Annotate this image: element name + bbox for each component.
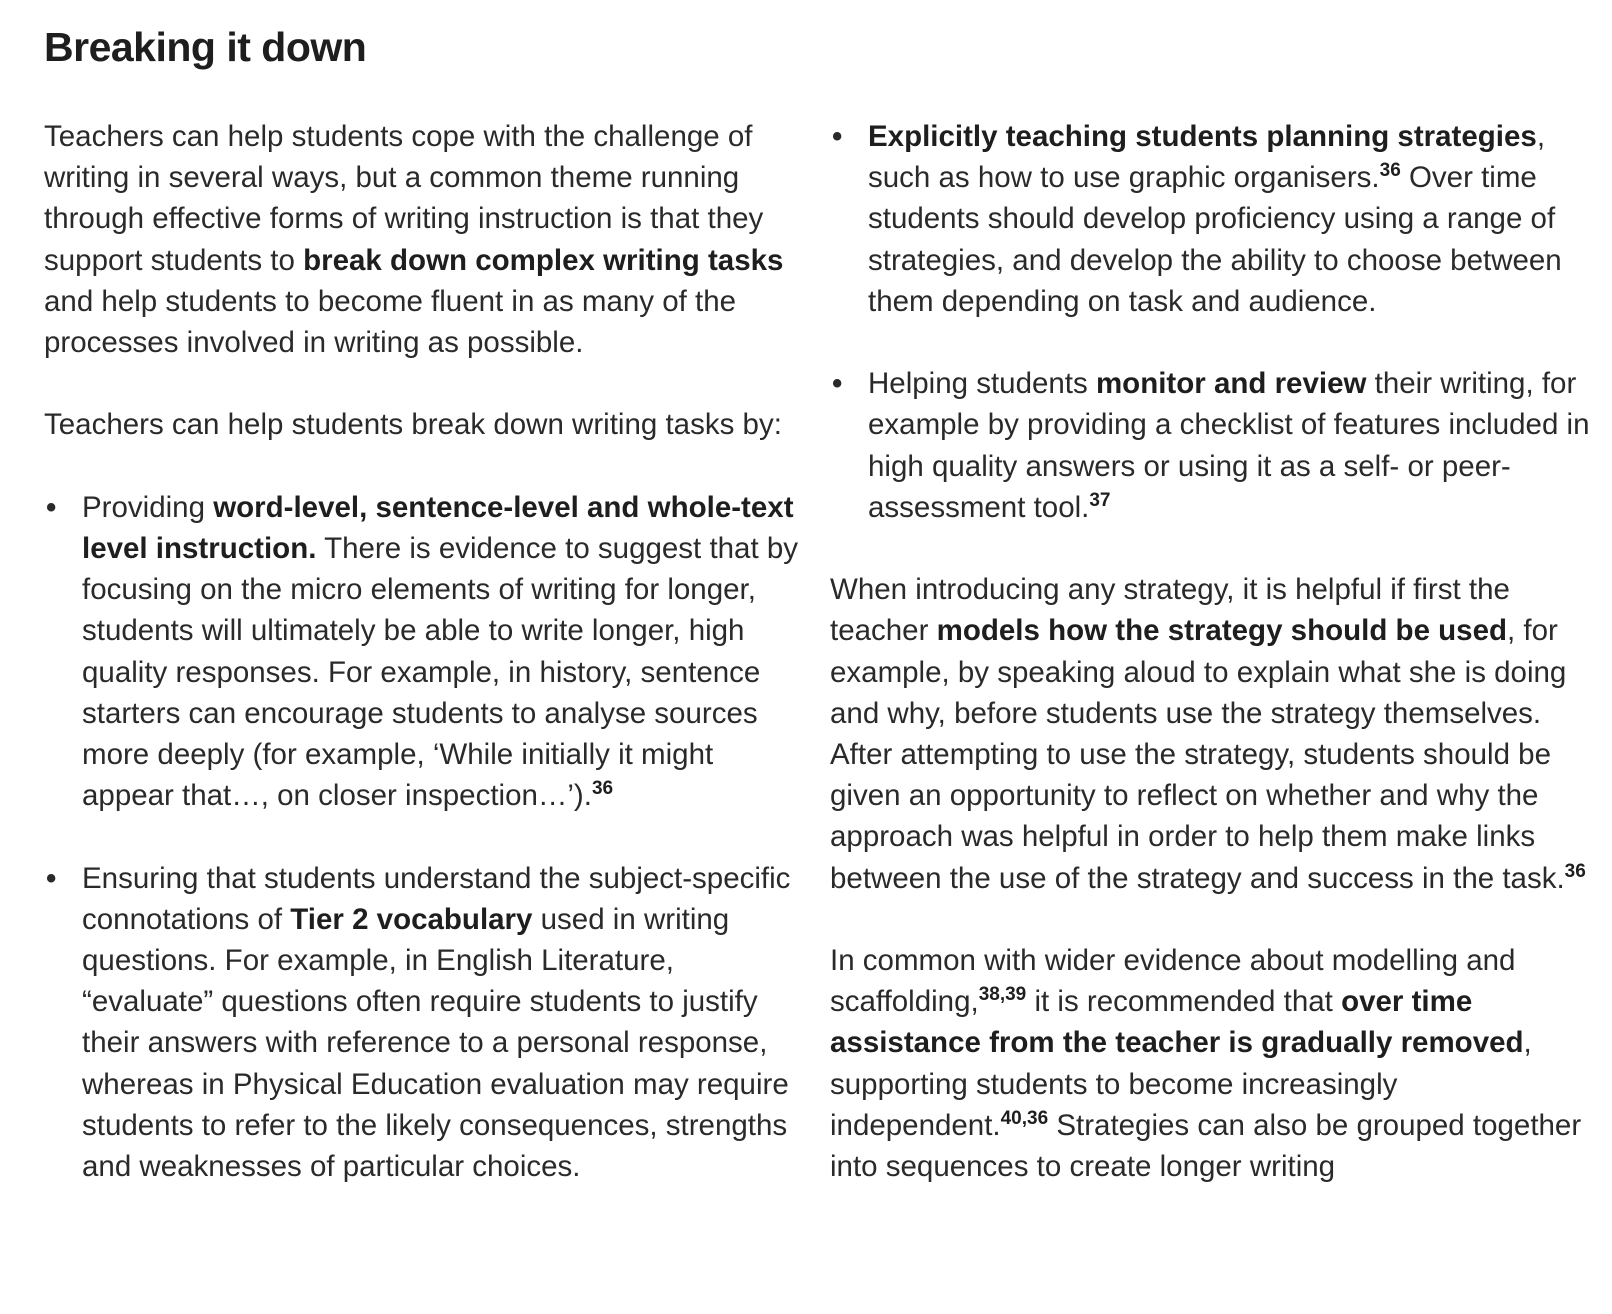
emphasis-text: monitor and review: [1095, 367, 1367, 401]
section-heading: Breaking it down: [44, 24, 367, 70]
list-item: • Helping students monitor and review their writing, for example by providing a checklist of features included in high quality answers or using it as a self- or peer-assessment tool.$^{37}$: [830, 363, 1590, 528]
emphasis-text: models how the strategy should be used: [936, 614, 1508, 648]
right-column: [830, 116, 1590, 1228]
emphasis-text: over time assistance from the teacher is gradually removed: [830, 985, 1524, 1060]
list-item: • Providing word-level, sentence-level and whole-text level instruction. There is evidence to suggest that by focusing on the micro elements of writing for longer, students will ultimately be able to write longer, high quality responses. For example, in history, sentence starters can encourage students to analyse sources more deeply (for example, ‘While initially it might appear that…, on closer inspection…’).$^{36}$: [44, 487, 804, 817]
emphasis-text: Explicitly teaching students planning strategies: [868, 120, 1537, 153]
footnote-ref: 40,36: [1000, 1107, 1049, 1129]
strategy-list-right: [830, 116, 1590, 528]
footnote-ref: 36: [1564, 860, 1586, 882]
scaffolding-paragraph: In common with wider evidence about modelling and scaffolding,$^{38,39}$ it is recommended that over time assistance from the teacher is gradually removed, supporting students to become increasingly independent.$^{40,36}$ Strategies can also be grouped together into sequences to create longer writing: [830, 944, 1582, 1184]
list-item: • Ensuring that students understand the subject-specific connotations of Tier 2 vocabulary used in writing questions. For example, in English Literature, “evaluate” questions often require students to justify their answers with reference to a personal response, whereas in Physical Education evaluation may require students to refer to the likely consequences, strengths and weaknesses of particular choices.: [44, 858, 804, 1188]
footnote-ref: 36: [591, 778, 614, 800]
strategy-list-left: [44, 487, 804, 1187]
bullet-icon: •: [832, 367, 843, 401]
modelling-paragraph: When introducing any strategy, it is helpful if first the teacher models how the strategy should be used, for example, by speaking aloud to explain what she is doing and why, before students use the strategy themselves. After attempting to use the strategy, students should be given an opportunity to reflect on whether and why the approach was helpful in order to help them make links between the use of the strategy and success in the task.$^{36}$: [830, 573, 1586, 895]
intro-paragraph: Teachers can help students cope with the challenge of writing in several ways, but a common theme running through effective forms of writing instruction is that they support students to break down complex writing tasks and help students to become fluent in as many of the processes involved in writing as possible.: [44, 120, 784, 360]
footnote-ref: 37: [1089, 489, 1111, 511]
emphasis-text: break down complex writing tasks: [303, 243, 784, 277]
footnote-ref: 38,39: [978, 984, 1027, 1006]
emphasis-text: Tier 2 vocabulary: [290, 902, 533, 936]
emphasis-text: word-level, sentence-level and whole-text level instruction.: [82, 490, 794, 565]
bullet-icon: •: [46, 490, 57, 524]
bullet-icon: •: [832, 120, 843, 153]
list-item: • Explicitly teaching students planning strategies, such as how to use graphic organisers.$^{36}$ Over time students should develop proficiency using a range of strategies, and develop the ability to choose between them depending on task and audience.: [830, 116, 1590, 322]
footnote-ref: 36: [1379, 160, 1401, 182]
left-column: [44, 116, 804, 1228]
list-intro-paragraph: Teachers can help students break down writing tasks by:: [44, 408, 782, 442]
bullet-icon: •: [46, 861, 57, 895]
